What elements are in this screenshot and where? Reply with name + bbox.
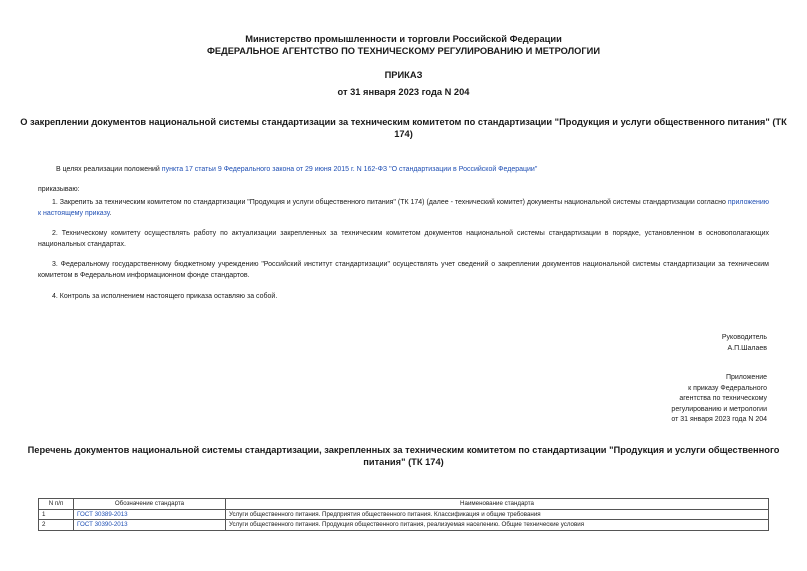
appendix-line-5: от 31 января 2023 года N 204 — [671, 416, 767, 424]
preamble — [56, 164, 769, 175]
order-item-1-end: . — [109, 210, 112, 217]
order-item-1-text: 1. Закрепить за техническим комитетом по стандартизации "Продукция и услуги общественного питания" (ТК 174) (далее - технический комитет) документы национальной системы стандартизации согласно — [52, 199, 726, 206]
signature-block — [722, 333, 767, 354]
order-item-3: 3. Федеральному государственному бюджетному учреждению "Российский институт стандартизации" осуществлять учет сведений о закреплении документов национальной системы стандартизации за техническим комитетом в Федеральном информационном фонде стандартов. — [38, 261, 769, 279]
table-row — [39, 509, 769, 520]
document-type: ПРИКАЗ — [384, 70, 423, 80]
list-title — [20, 444, 787, 468]
ministry-name: Министерство промышленности и торговли Российской Федерации — [245, 34, 562, 44]
agency-name: ФЕДЕРАЛЬНОЕ АГЕНТСТВО ПО ТЕХНИЧЕСКОМУ РЕГУЛИРОВАНИЮ И МЕТРОЛОГИИ — [206, 46, 601, 56]
appendix-line-2: к приказу Федерального — [688, 384, 767, 392]
standard-name: Услуги общественного питания. Предприятия общественного питания. Классификация и общие требования — [226, 509, 769, 520]
row-num: 2 — [39, 520, 74, 531]
preamble-prefix: В целях реализации положений — [56, 166, 162, 173]
appendix-block — [671, 373, 767, 426]
document-title-line2: 174) — [394, 129, 413, 139]
standard-name: Услуги общественного питания. Продукция общественного питания, реализуемая населению. Общие технические условия — [226, 520, 769, 531]
order-item-4: 4. Контроль за исполнением настоящего приказа оставляю за собой. — [52, 293, 278, 300]
appendix-line-1: Приложение — [725, 374, 767, 381]
header-code: Обозначение стандарта — [74, 499, 226, 510]
order-word: приказываю: — [38, 186, 80, 193]
table-row — [39, 520, 769, 531]
standard-link[interactable]: ГОСТ 30389-2013 — [74, 509, 226, 520]
header-name: Наименование стандарта — [226, 499, 769, 510]
order-item-2: 2. Техническому комитету осуществлять работу по актуализации закрепленных за техническим комитетом документов национальной системы стандартизации в порядке, установленном в основополагающих национальных стандартах. — [38, 230, 769, 248]
header-num: N п/п — [39, 499, 74, 510]
signature-name: А.П.Шалаев — [727, 344, 767, 352]
signature-role: Руководитель — [721, 334, 767, 341]
row-num: 1 — [39, 509, 74, 520]
document-title-line1: О закреплении документов национальной системы стандартизации за техническим комитетом по стандартизации "Продукция и услуги общественного питания" (ТК — [20, 117, 787, 127]
table-header-row — [39, 499, 769, 510]
list-title-line1: Перечень документов национальной системы стандартизации, закрепленных за техническим комитетом по стандартизации "Продукция и услуги общественного — [27, 445, 780, 455]
list-title-line2: питания" (ТК 174) — [363, 457, 444, 467]
federal-law-link[interactable]: пункта 17 статьи 9 Федерального закона от 29 июня 2015 г. N 162-ФЗ "О стандартизации в Российской Федерации" — [161, 166, 538, 173]
standard-link[interactable]: ГОСТ 30390-2013 — [74, 520, 226, 531]
order-item-1 — [38, 197, 769, 219]
document-title — [20, 116, 787, 140]
appendix-line-3: агентства по техническому — [679, 395, 767, 403]
appendix-link[interactable]: приложению к настоящему приказу — [38, 199, 769, 217]
appendix-line-4: регулированию и метрологии — [671, 405, 767, 413]
standards-table — [38, 498, 769, 531]
document-date-number: от 31 января 2023 года N 204 — [337, 87, 470, 97]
